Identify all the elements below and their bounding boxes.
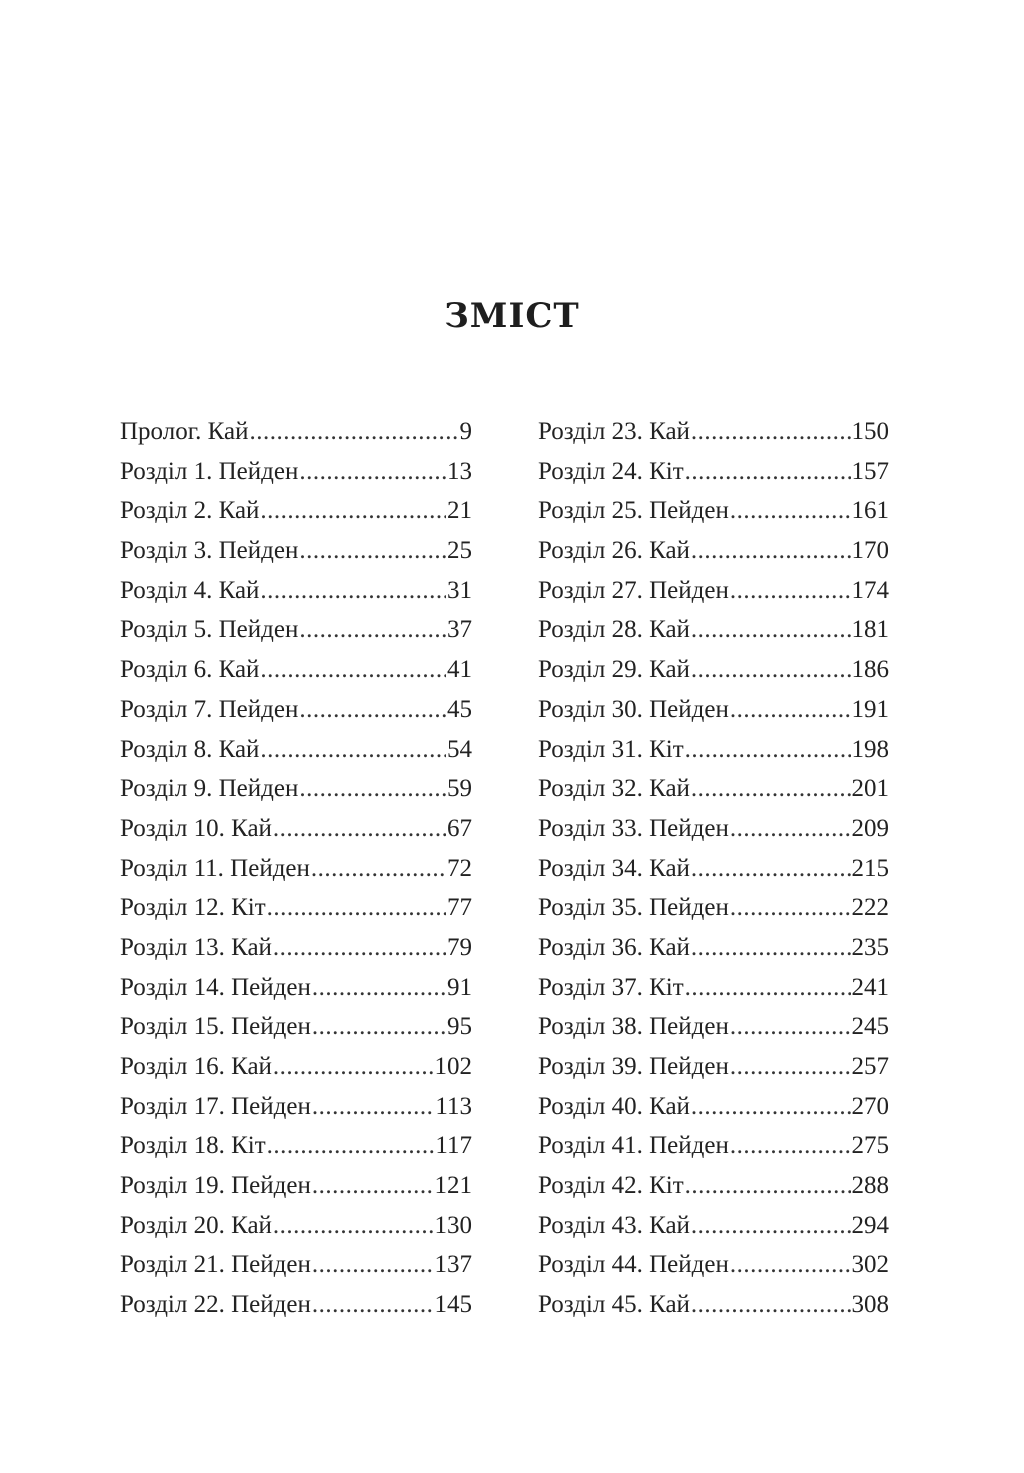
toc-entry-label: Розділ 40. Кай [538,1092,690,1120]
dot-leader [312,1007,446,1047]
toc-entry-page-number: 72 [447,854,472,882]
toc-entry-page-number: 302 [851,1251,889,1279]
toc-entry-page-number: 31 [447,576,472,604]
toc-entry [120,888,472,928]
toc-entry-label: Розділ 34. Кай [538,854,690,882]
toc-entry [538,730,889,770]
toc-entry [120,928,472,968]
toc-entry-page-number: 198 [851,735,889,763]
toc-entry-label: Розділ 43. Кай [538,1211,690,1239]
toc-entry [120,1047,472,1087]
toc-entry [538,491,889,531]
dot-leader [685,730,851,770]
toc-entry-page-number: 117 [435,1132,472,1160]
toc-entry-label: Розділ 13. Кай [120,933,272,961]
toc-column-left [120,412,472,1325]
dot-leader [691,412,851,452]
toc-entry [120,769,472,809]
toc-entry-page-number: 257 [851,1053,889,1080]
toc-entry-page-number: 157 [851,457,889,485]
dot-leader [267,1126,435,1166]
toc-entry [538,1126,889,1166]
dot-leader [691,1285,851,1325]
toc-entry-label: Розділ 10. Кай [120,814,272,842]
toc-entry-page-number: 21 [447,497,472,525]
toc-entry-label: Розділ 36. Кай [538,933,690,961]
toc-entry-page-number: 121 [434,1172,472,1200]
toc-entry [120,1245,472,1285]
toc-entry [120,1126,472,1166]
dot-leader [691,531,851,571]
toc-entry [120,491,472,531]
toc-entry [538,650,889,690]
toc-entry [538,888,889,928]
toc-entry-label: Розділ 7. Пейден [120,695,299,723]
toc-entry [538,849,889,889]
dot-leader [273,928,446,968]
toc-entry-label: Розділ 19. Пейден [120,1172,311,1200]
toc-entry [538,1206,889,1246]
toc-entry-page-number: 79 [447,933,472,961]
toc-entry [120,610,472,650]
toc-entry [538,1245,889,1285]
toc-entry [538,1087,889,1127]
dot-leader [312,1245,434,1285]
dot-leader [273,1206,434,1246]
toc-entry-label: Розділ 8. Кай [120,735,260,763]
toc-entry-label: Розділ 5. Пейден [120,616,299,644]
toc-entry-label: Розділ 12. Кіт [120,894,266,922]
toc-entry [120,650,472,690]
toc-entry-label: Розділ 42. Кіт [538,1172,684,1200]
dot-leader [730,1047,851,1087]
toc-entry [120,452,472,492]
dot-leader [691,849,851,889]
toc-entry-page-number: 308 [851,1291,889,1319]
toc-entry-page-number: 130 [434,1211,472,1239]
dot-leader [730,1126,851,1166]
toc-entry [120,531,472,571]
toc-entry-label: Розділ 18. Кіт [120,1132,266,1160]
toc-entry-page-number: 77 [447,894,472,922]
toc-entry-page-number: 13 [447,457,472,485]
toc-entry-label: Розділ 1. Пейден [120,457,299,485]
toc-entry-page-number: 37 [447,616,472,644]
toc-entry [538,531,889,571]
toc-entry-label: Розділ 25. Пейден [538,497,729,525]
dot-leader [691,1087,851,1127]
toc-entry-page-number: 41 [447,656,472,684]
toc-entry-label: Розділ 22. Пейден [120,1291,311,1319]
toc-entry [120,1007,472,1047]
toc-entry-label: Розділ 44. Пейден [538,1251,729,1279]
toc-entry [538,769,889,809]
toc-entry-page-number: 25 [447,537,472,565]
toc-entry [538,571,889,611]
toc-entry-label: Пролог. Кай [120,418,249,445]
dot-leader [260,571,446,611]
toc-entry-page-number: 222 [851,894,889,922]
toc-entry-page-number: 113 [435,1092,472,1120]
toc-entry-label: Розділ 35. Пейден [538,894,729,922]
toc-entry-page-number: 145 [434,1291,472,1319]
toc-entry-label: Розділ 2. Кай [120,497,260,525]
toc-entry-label: Розділ 38. Пейден [538,1013,729,1041]
toc-entry-label: Розділ 4. Кай [120,576,260,604]
toc-entry-page-number: 270 [851,1092,889,1120]
dot-leader [273,1047,434,1087]
toc-entry [120,1285,472,1325]
dot-leader [299,769,446,809]
toc-entry-label: Розділ 14. Пейден [120,973,311,1001]
toc-entry-page-number: 91 [447,973,472,1001]
toc-entry-page-number: 137 [434,1251,472,1279]
dot-leader [299,452,446,492]
toc-entry [538,928,889,968]
dot-leader [730,1007,851,1047]
dot-leader [691,928,851,968]
toc-entry-page-number: 9 [459,418,472,445]
page-title: ЗМІСТ [444,296,580,336]
toc-entry-page-number: 275 [851,1132,889,1160]
dot-leader [691,650,851,690]
toc-entry-page-number: 294 [851,1211,889,1239]
toc-entry [120,730,472,770]
toc-entry [538,1007,889,1047]
toc-entry [120,571,472,611]
toc-entry-page-number: 245 [851,1013,889,1041]
dot-leader [730,491,851,531]
toc-entry [538,809,889,849]
dot-leader [730,1245,851,1285]
toc-entry-label: Розділ 31. Кіт [538,735,684,763]
toc-entry-label: Розділ 15. Пейден [120,1013,311,1041]
toc-entry-page-number: 102 [434,1053,472,1080]
toc-entry [538,1166,889,1206]
dot-leader [312,1087,435,1127]
toc-entry [538,610,889,650]
toc-entry [538,1047,889,1087]
dot-leader [730,888,851,928]
toc-entry-label: Розділ 41. Пейден [538,1132,729,1160]
toc-entry [538,412,889,452]
toc-entry-page-number: 215 [851,854,889,882]
toc-entry [538,690,889,730]
toc-entry [120,809,472,849]
toc-entry [120,690,472,730]
toc-entry-page-number: 45 [447,695,472,723]
toc-entry-page-number: 67 [447,814,472,842]
toc-entry [120,1206,472,1246]
dot-leader [691,1206,851,1246]
dot-leader [299,531,446,571]
toc-entry-page-number: 170 [851,537,889,565]
toc-entry-page-number: 181 [851,616,889,644]
toc-entry [538,968,889,1008]
toc-entry-page-number: 235 [851,933,889,961]
toc-entry [120,849,472,889]
toc-entry-page-number: 201 [851,775,889,803]
toc-entry-label: Розділ 33. Пейден [538,814,729,842]
toc-entry [120,1166,472,1206]
dot-leader [730,809,851,849]
dot-leader [312,1285,434,1325]
toc-entry-label: Розділ 21. Пейден [120,1251,311,1279]
toc-entry-page-number: 95 [447,1013,472,1041]
dot-leader [685,1166,851,1206]
toc-entry-label: Розділ 28. Кай [538,616,690,644]
toc-entry-label: Розділ 26. Кай [538,537,690,565]
toc-entry-label: Розділ 27. Пейден [538,576,729,604]
toc-entry-page-number: 59 [447,775,472,803]
dot-leader [685,968,851,1008]
dot-leader [260,730,446,770]
toc-entry-page-number: 150 [851,418,889,445]
toc-entry-label: Розділ 20. Кай [120,1211,272,1239]
toc-entry-label: Розділ 11. Пейден [120,854,310,882]
toc-entry [120,412,472,452]
toc-entry-label: Розділ 29. Кай [538,656,690,684]
toc-entry [538,452,889,492]
dot-leader [299,690,446,730]
dot-leader [312,968,446,1008]
dot-leader [273,809,446,849]
toc-entry [120,1087,472,1127]
toc-entry-label: Розділ 45. Кай [538,1291,690,1319]
dot-leader [730,571,851,611]
dot-leader [249,412,458,452]
dot-leader [299,610,446,650]
dot-leader [691,769,851,809]
toc-entry-label: Розділ 3. Пейден [120,537,299,565]
dot-leader [691,610,851,650]
toc-entry-label: Розділ 37. Кіт [538,973,684,1001]
toc-entry-page-number: 54 [447,735,472,763]
toc-entry-page-number: 288 [851,1172,889,1200]
dot-leader [730,690,851,730]
dot-leader [311,849,446,889]
toc-entry-label: Розділ 32. Кай [538,775,690,803]
dot-leader [260,491,446,531]
toc-entry-page-number: 174 [851,576,889,604]
dot-leader [267,888,446,928]
toc-entry [538,1285,889,1325]
toc-column-right [538,412,889,1325]
toc-entry-page-number: 161 [851,497,889,525]
toc-entry-label: Розділ 6. Кай [120,656,260,684]
toc-entry-page-number: 186 [851,656,889,684]
dot-leader [260,650,446,690]
toc-entry-label: Розділ 24. Кіт [538,457,684,485]
toc-entry-label: Розділ 23. Кай [538,418,690,445]
toc-entry-page-number: 191 [851,695,889,723]
dot-leader [685,452,851,492]
toc-entry-label: Розділ 16. Кай [120,1053,272,1080]
toc-entry-page-number: 209 [851,814,889,842]
toc-entry-page-number: 241 [851,973,889,1001]
toc-entry-label: Розділ 30. Пейден [538,695,729,723]
toc-entry-label: Розділ 9. Пейден [120,775,299,803]
dot-leader [312,1166,434,1206]
toc-entry [120,968,472,1008]
toc-entry-label: Розділ 39. Пейден [538,1053,729,1080]
toc-entry-label: Розділ 17. Пейден [120,1092,311,1120]
